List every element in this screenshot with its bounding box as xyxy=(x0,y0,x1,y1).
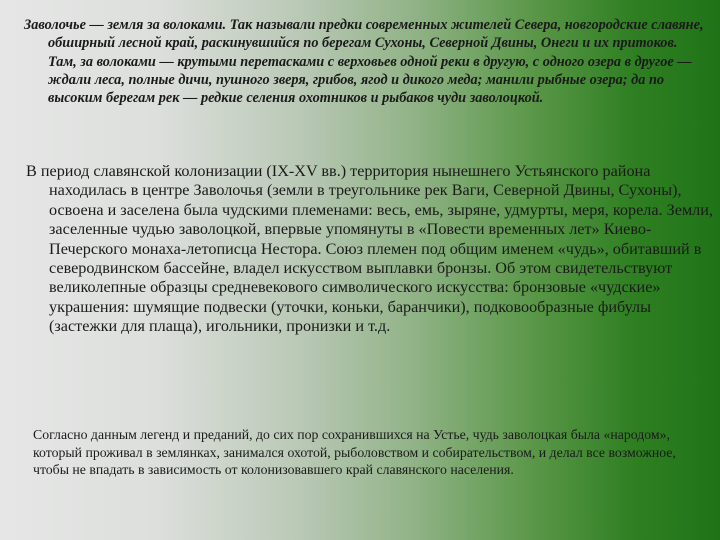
main-paragraph: В период славянской колонизации (IX-XV вв.) территория нынешнего Устьянского района находилась в центре Заволочья (земли в треугольнике рек Ваги, Северной Двины, Сухоны), освоена и заселена была чудскими племенами: весь, емь, зыряне, удмурты, меря, корела. Земли, заселенные чудью заволоцкой, впервые упомянуты в «Повести временных лет» Киево-Печерского монаха-летописца Нестора. Союз племен под общим именем «чудь», обитавший в северодвинском бассейне, владел искусством выплавки бронзы. Об этом свидетельствуют великолепные образцы средневекового символического искусства: бронзовые «чудские» украшения: шумящие подвески (уточки, коньки, баранчики), подковообразные фибулы (застежки для плаща), игольники, пронизки и т.д. xyxy=(26,162,713,336)
closing-paragraph: Согласно данным легенд и преданий, до сих пор сохранившихся на Устье, чудь заволоцкая была «народом», который проживал в землянках, занимался охотой, рыболовством и собирательством, и делал все возможное, чтобы не впадать в зависимость от колонизовавшего край славянского населения. xyxy=(33,427,676,477)
intro-paragraph: Заволочье — земля за волоками. Так называли предки современных жителей Севера, новгородские славяне, обширный лесной край, раскинувшийся по берегам Сухоны, Северной Двины, Онеги и их притоков. Там, за волоками — крутыми перетасками с верховьев одной реки в другую, с одного озера в другое — ждали леса, полные дичи, пушного зверя, грибов, ягод и дикого меда; манили рыбные озера; да по высоким берегам рек — редкие селения охотников и рыбаков чуди заволоцкой. xyxy=(24,17,704,107)
